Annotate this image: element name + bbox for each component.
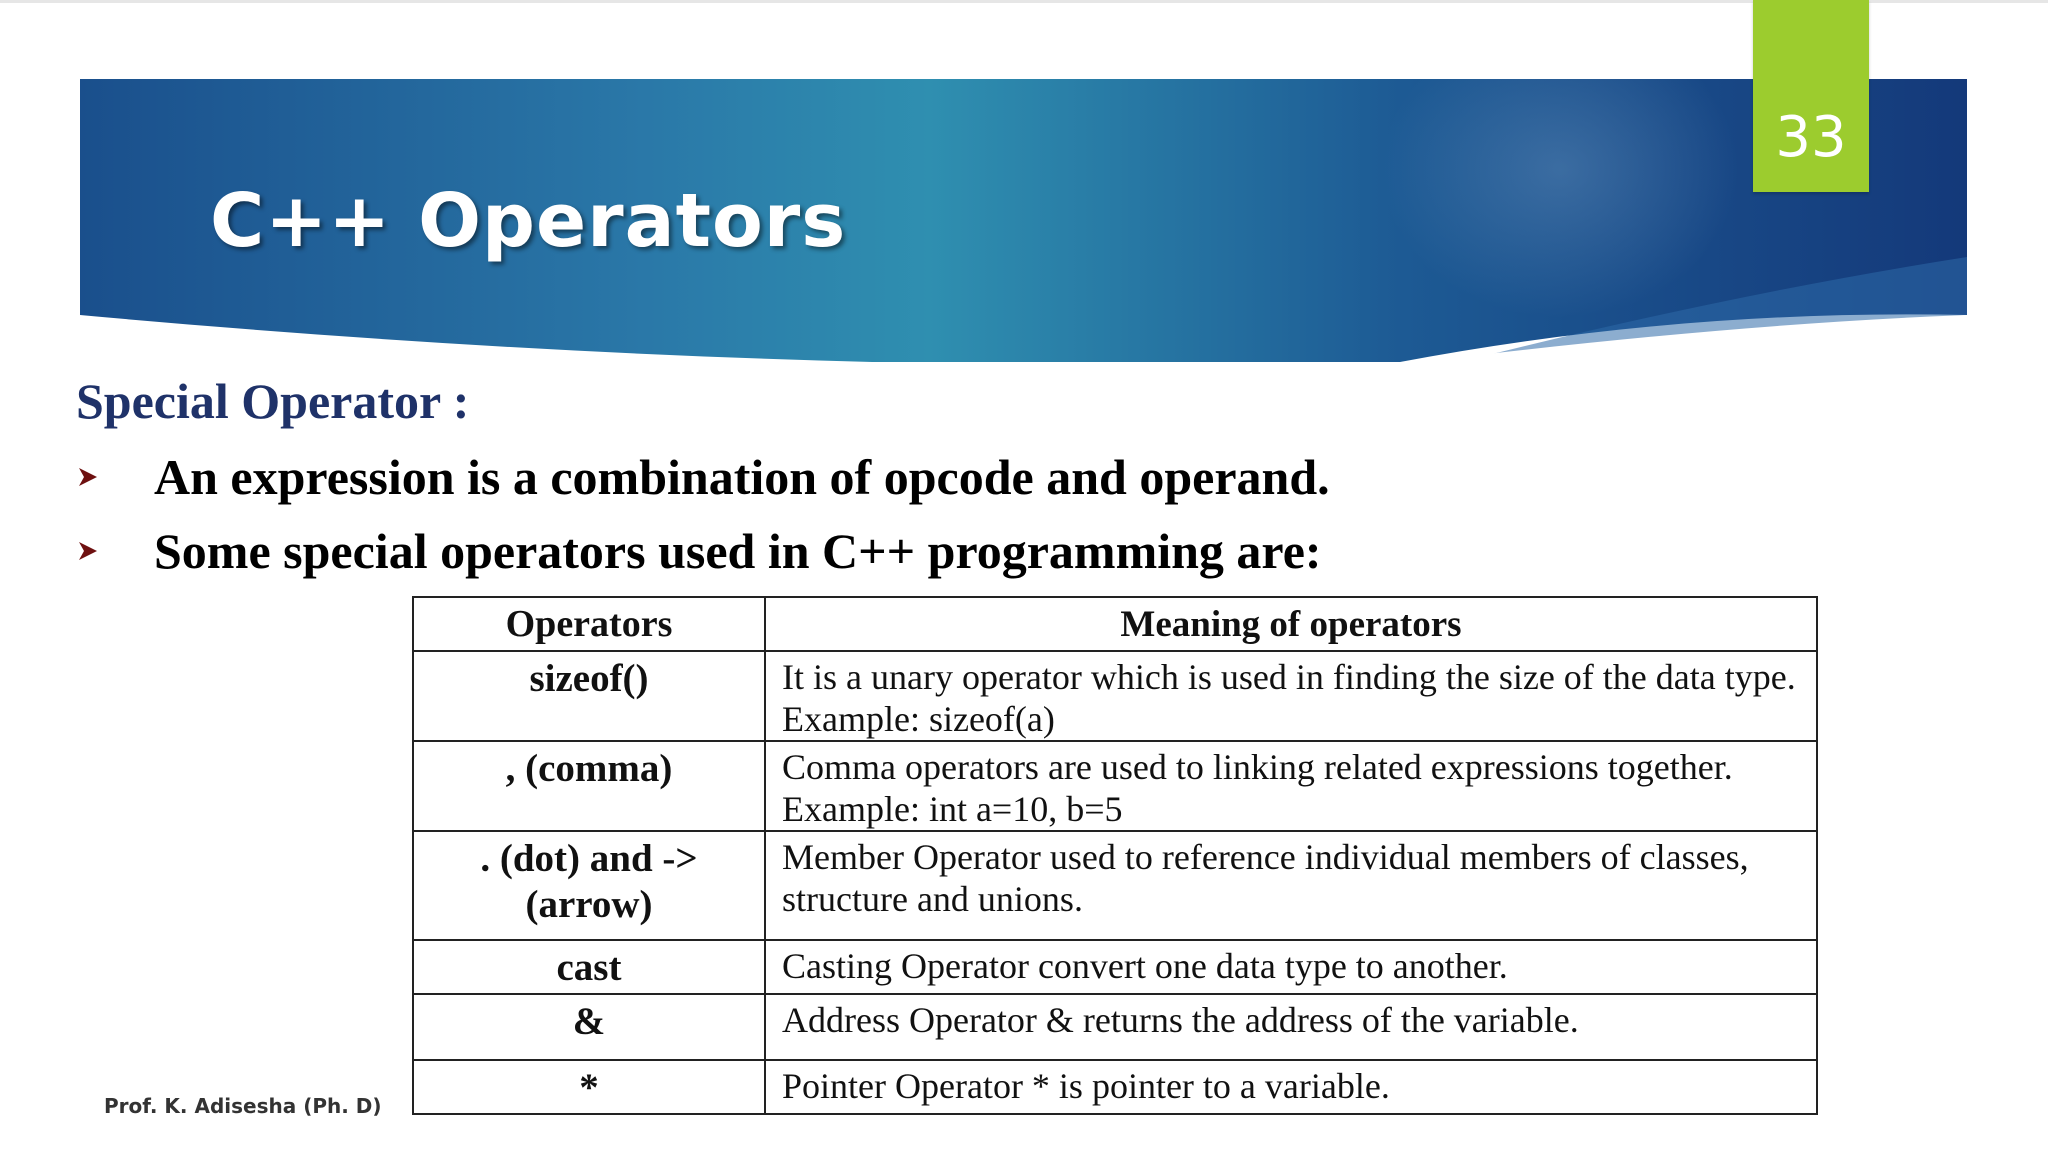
operator-text: & [572,1000,606,1043]
arrowhead-bullet-icon [76,465,100,489]
operator-cell [413,940,765,994]
meaning-text: Member Operator used to reference individual members of classes, [782,837,1749,877]
slide-number: 33 [1775,105,1847,170]
table-row [413,741,1817,831]
operator-text: . (dot) and -> [480,837,698,880]
slide-title: C++ Operators [210,178,847,264]
header-meaning: Meaning of operators [765,597,1817,651]
operator-cell [413,1060,765,1114]
table-header-row [413,597,1817,651]
table-row [413,940,1817,994]
operator-cell [413,741,765,831]
table-row [413,1060,1817,1114]
meaning-text: Comma operators are used to linking related expressions together. [782,747,1733,787]
table-row [413,994,1817,1060]
operator-cell [413,831,765,940]
operator-text: cast [556,946,622,989]
bullet-text: An expression is a combination of opcode and operand. [154,449,1330,505]
meaning-text: structure and unions. [782,879,1083,919]
arrowhead-bullet-icon [76,539,100,563]
bullet-text: Some special operators used in C++ programming are: [154,523,1322,579]
operator-cell [413,994,765,1060]
meaning-text: Example: int a=10, b=5 [782,789,1123,829]
operator-text: (arrow) [525,883,653,926]
bullet-item [76,448,1330,506]
footer-author: Prof. K. Adisesha (Ph. D) [104,1094,382,1118]
header-operators: Operators [413,597,765,651]
operator-cell [413,651,765,741]
meaning-text: Pointer Operator * is pointer to a variable. [782,1066,1390,1106]
operators-table [412,596,1818,1115]
meaning-cell [765,651,1817,741]
meaning-cell [765,940,1817,994]
meaning-text: Address Operator & returns the address of the variable. [782,1000,1579,1040]
meaning-cell [765,994,1817,1060]
table-row [413,651,1817,741]
meaning-cell [765,1060,1817,1114]
bullet-item [76,522,1322,580]
meaning-text: It is a unary operator which is used in finding the size of the data type. [782,657,1796,697]
top-border [0,0,2048,3]
meaning-cell [765,831,1817,940]
operator-text: sizeof() [529,657,649,700]
meaning-text: Example: sizeof(a) [782,699,1055,739]
section-heading: Special Operator : [76,373,470,429]
operator-text: * [579,1066,599,1109]
operator-text: , (comma) [505,747,673,790]
table-row [413,831,1817,940]
slide-number-badge [1753,0,1869,192]
meaning-cell [765,741,1817,831]
meaning-text: Casting Operator convert one data type to another. [782,946,1508,986]
